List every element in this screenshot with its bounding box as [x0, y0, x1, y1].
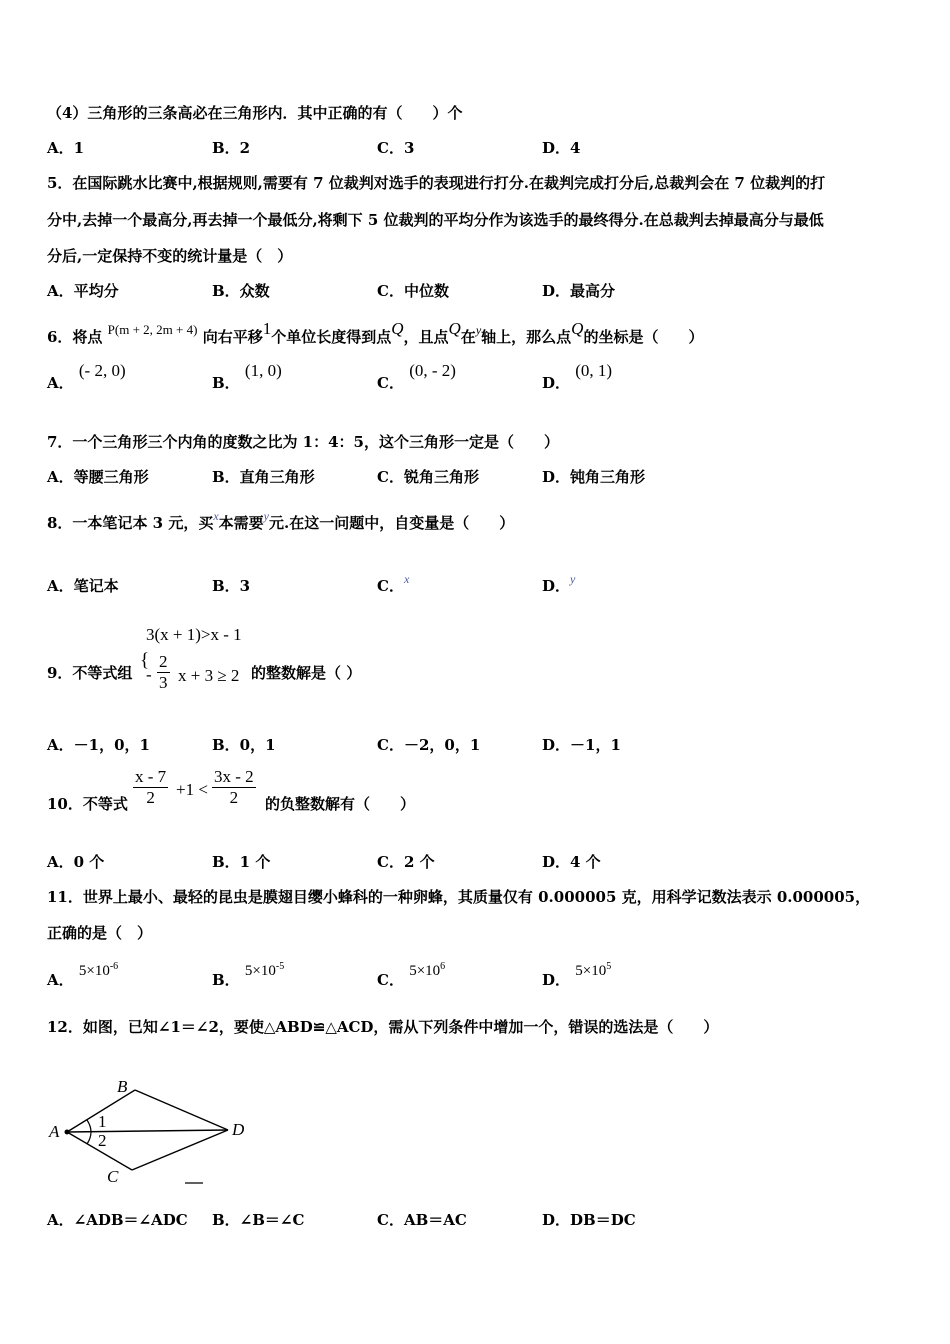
q9-frac-num: 2 [159, 652, 168, 671]
q11-option-b-value: $5\times 10^{-5}$ [244, 961, 285, 979]
q12-label-angle-2: 2 [98, 1131, 107, 1150]
q11-option-a-value: $5\times 10^{-6}$ [78, 961, 119, 979]
q9-inequality-2: x + 3 ≥ 2 [178, 666, 240, 685]
q10-frac2-num: 3x - 2 [214, 767, 254, 786]
q6-option-d[interactable] [542, 361, 613, 393]
q7-stem: 7．一个三角形三个内角的度数之比为 1：4：5，这个三角形一定是（ ） [47, 433, 559, 451]
q5-stem-line-1: 5．在国际跳水比赛中,根据规则,需要有 7 位裁判对选手的表现进行打分.在裁判完成打分后,总裁判会在 7 位裁判的打 [47, 174, 826, 192]
q6-y: y [475, 323, 482, 337]
q12-label-b: B [117, 1077, 128, 1096]
q8-option-d-var: y [570, 572, 576, 586]
q6-option-a-letter: A． [47, 374, 74, 392]
q8-stem [47, 509, 515, 533]
q8-var-y: y [263, 509, 269, 523]
q8-text-1: 8．一本笔记本 3 元，买 [47, 514, 214, 532]
q7-option-a[interactable]: A．等腰三角形 [47, 468, 149, 486]
q7-option-c[interactable]: C．锐角三角形 [377, 468, 479, 486]
q9-stem: 9．不等式组 [47, 664, 133, 682]
q6-stem [47, 319, 704, 347]
q10-fraction-2 [212, 767, 256, 808]
q6-option-b-value: (1, 0) [244, 361, 282, 380]
q8-option-c-var: x [403, 572, 410, 586]
q5-option-d[interactable]: D．最高分 [542, 282, 616, 300]
q12-segment-cd [132, 1130, 228, 1170]
q6-suffix: 的坐标是（ ） [583, 328, 704, 346]
q11-stem-line-2: 正确的是（ ） [47, 924, 153, 942]
q6-option-a-value: (- 2, 0) [78, 361, 126, 380]
q10-frac1-den: 2 [146, 788, 155, 807]
q12-option-a[interactable]: A．∠ADB＝∠ADC [47, 1211, 188, 1229]
q12-label-c: C [107, 1167, 119, 1186]
q6-option-c-letter: C． [377, 374, 404, 392]
q8-option-c-letter: C． [377, 577, 404, 595]
q11-option-b-letter: B． [212, 971, 240, 989]
q12-label-d: D [232, 1120, 245, 1139]
q11-stem-line-1: 11．世界上最小、最轻的昆虫是膜翅目缨小蜂科的一种卵蜂，其质量仅有 0.000005 克，用科学记数法表示 0.000005， [47, 888, 871, 906]
q6-q-2: Q [448, 319, 461, 338]
q5-option-a[interactable]: A．平均分 [47, 282, 119, 300]
q6-prefix: 6．将点 [47, 328, 103, 346]
q8-option-c[interactable] [377, 572, 410, 596]
q6-option-a[interactable] [47, 361, 126, 393]
q7-option-d[interactable]: D．钝角三角形 [542, 468, 646, 486]
q9-option-d[interactable]: D．－1，1 [542, 736, 621, 754]
q12-option-c[interactable]: C．AB＝AC [377, 1211, 467, 1229]
q11-option-b[interactable] [212, 961, 285, 990]
q9-minus: - [146, 665, 152, 684]
q11-option-a[interactable] [47, 961, 119, 990]
q6-q-3: Q [571, 319, 584, 338]
q6-one: 1 [262, 319, 272, 338]
q12-segment-bd [135, 1090, 228, 1130]
q12-label-angle-1: 1 [98, 1112, 107, 1131]
q6-option-c[interactable] [377, 361, 456, 393]
q6-text-2: 个单位长度得到点 [271, 328, 392, 346]
q11-option-d[interactable] [542, 961, 612, 990]
q12-point-a [65, 1130, 70, 1135]
q6-option-b[interactable] [212, 361, 282, 393]
q5-option-c[interactable]: C．中位数 [377, 282, 449, 300]
q12-label-a: A [49, 1122, 60, 1141]
q11-option-a-letter: A． [47, 971, 74, 989]
q10-stem-prefix: 10．不等式 [47, 795, 128, 813]
q8-option-b[interactable]: B．3 [212, 577, 251, 595]
q9-option-a[interactable]: A．－1，0，1 [47, 736, 150, 754]
q11-option-d-letter: D． [542, 971, 571, 989]
q6-option-b-letter: B． [212, 374, 240, 392]
q8-option-d-letter: D． [542, 577, 571, 595]
q11-option-c-value: $5\times 10^6$ [409, 961, 446, 979]
q8-text-2: 本需要 [218, 514, 264, 532]
q4-option-b[interactable]: B．2 [212, 139, 251, 157]
q6-q-1: Q [391, 319, 404, 338]
q10-plus-less: +1 < [176, 780, 208, 799]
q8-option-a[interactable]: A．笔记本 [47, 577, 119, 595]
q10-frac1-num: x - 7 [135, 767, 167, 786]
q6-text-5: 轴上，那么点 [481, 328, 572, 346]
q4-stem: （4）三角形的三条高必在三角形内．其中正确的有（ ）个 [47, 104, 463, 122]
q9-brace: { [140, 650, 150, 671]
q10-fraction-1 [133, 767, 168, 808]
q9-suffix: 的整数解是（ ） [251, 664, 362, 682]
q10-frac2-den: 2 [229, 788, 239, 807]
q11-option-c[interactable] [377, 961, 446, 990]
q6-option-d-letter: D． [542, 374, 571, 392]
q7-option-b[interactable]: B．直角三角形 [212, 468, 315, 486]
q6-text-3: ，且点 [403, 328, 449, 346]
q8-text-3: 元.在这一问题中，自变量是（ ） [269, 514, 515, 532]
q6-text-4: 在 [460, 328, 476, 346]
q4-option-a[interactable]: A．1 [47, 139, 85, 157]
q12-figure [45, 1072, 265, 1187]
q4-option-c[interactable]: C．3 [377, 139, 415, 157]
q12-stem: 12．如图，已知∠1＝∠2，要使△ABD≌△ACD，需从下列条件中增加一个，错误的选法是（ ） [47, 1018, 719, 1036]
q8-var-x: x [213, 509, 219, 523]
q10-option-a[interactable]: A．0 个 [47, 853, 105, 871]
q10-option-d[interactable]: D．4 个 [542, 853, 601, 871]
q9-option-c[interactable]: C．－2，0，1 [377, 736, 481, 754]
q9-fraction [157, 652, 170, 693]
q10-stem-suffix: 的负整数解有（ ） [265, 795, 416, 813]
q5-stem-line-3: 分后,一定保持不变的统计量是（ ） [47, 247, 293, 265]
q12-option-d[interactable]: D．DB＝DC [542, 1211, 636, 1229]
q9-frac-den: 3 [159, 673, 168, 692]
q10-option-c[interactable]: C．2 个 [377, 853, 435, 871]
q12-option-b[interactable]: B．∠B＝∠C [212, 1211, 305, 1229]
q6-option-c-value: (0, - 2) [409, 361, 456, 380]
q6-point-p: P(m + 2, 2m + 4) [107, 322, 198, 337]
q11-option-c-letter: C． [377, 971, 404, 989]
q8-option-d[interactable] [542, 572, 576, 596]
q5-option-b[interactable]: B．众数 [212, 282, 270, 300]
q9-inequality-1: 3(x + 1)>x - 1 [146, 625, 242, 644]
q10-option-b[interactable]: B．1 个 [212, 853, 271, 871]
q6-option-d-value: (0, 1) [575, 361, 613, 380]
q9-option-b[interactable]: B．0，1 [212, 736, 276, 754]
q4-option-d[interactable]: D．4 [542, 139, 581, 157]
q5-stem-line-2: 分中,去掉一个最高分,再去掉一个最低分,将剩下 5 位裁判的平均分作为该选手的最终得分.在总裁判去掉最高分与最低 [47, 211, 824, 229]
q6-text-1: 向右平移 [202, 328, 263, 346]
q11-option-d-value: $5\times 10^5$ [575, 961, 612, 979]
